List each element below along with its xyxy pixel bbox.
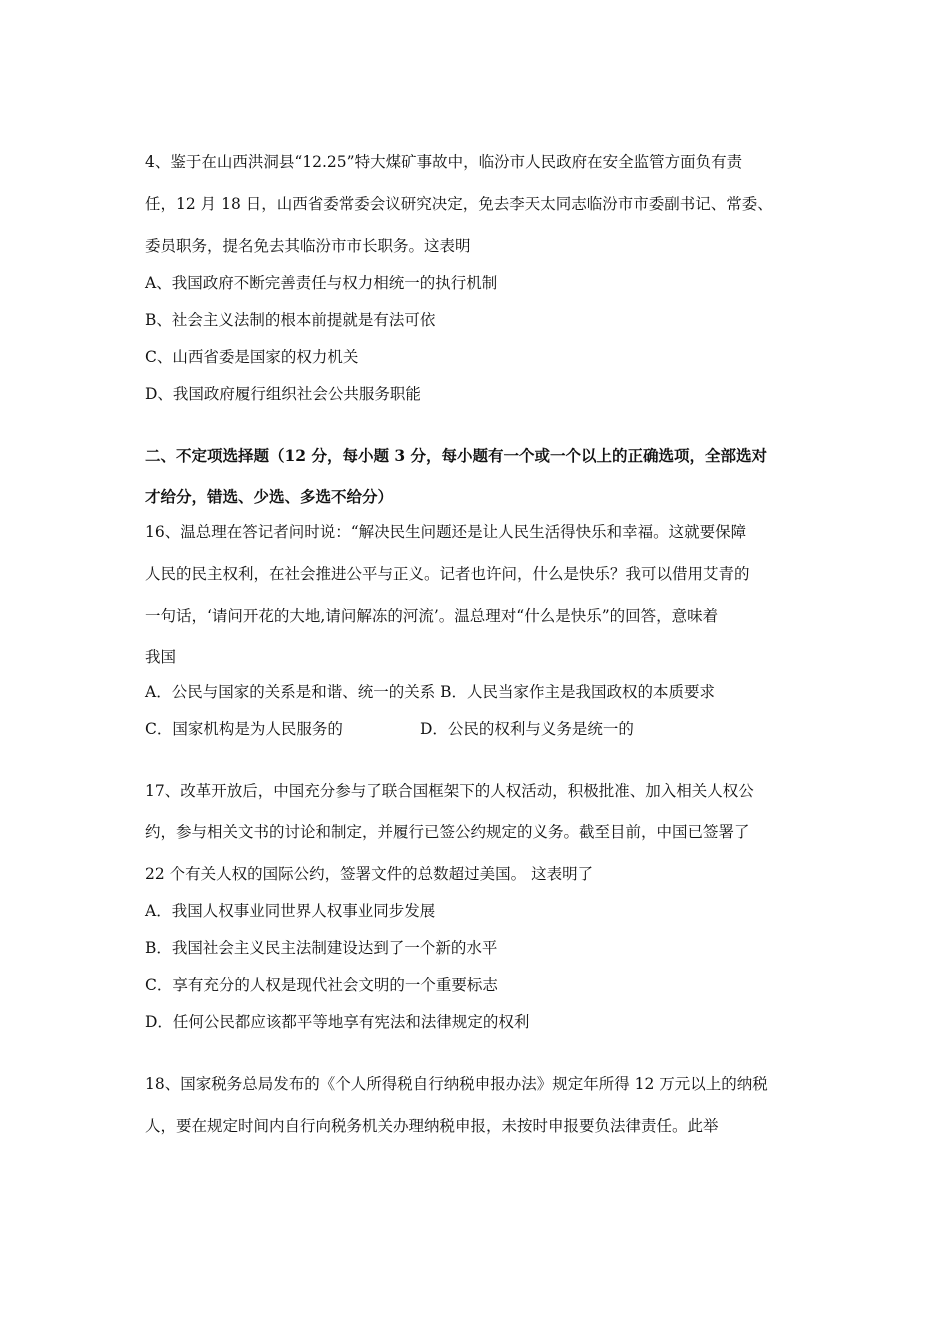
q17-option-b: B．我国社会主义民主法制建设达到了一个新的水平 (145, 939, 498, 957)
q17-option-a: A．我国人权事业同世界人权事业同步发展 (145, 902, 436, 920)
q18-stem-line-1: 18、国家税务总局发布的《个人所得税自行纳税申报办法》规定年所得 12 万元以上的纳税 (145, 1075, 768, 1093)
section-2-line-2: 才给分，错选、少选、多选不给分） (145, 487, 394, 506)
q4-option-b: B、社会主义法制的根本前提就是有法可依 (145, 311, 436, 329)
section-2-line-1: 二、不定项选择题（12 分，每小题 3 分，每小题有一个或一个以上的正确选项，全部选对 (145, 446, 768, 465)
q18-stem-line-2: 人，要在规定时间内自行向税务机关办理纳税申报，未按时申报要负法律责任。此举 (145, 1117, 719, 1135)
q4-option-d: D、我国政府履行组织社会公共服务职能 (145, 385, 421, 403)
q4-option-c: C、山西省委是国家的权力机关 (145, 348, 359, 366)
q16-stem-line-3: 一句话，‘请问开花的大地,请问解冻的河流’。温总理对“什么是快乐”的回答，意味着 (145, 607, 719, 625)
q4-stem-line-3: 委员职务，提名免去其临汾市市长职务。这表明 (145, 237, 471, 255)
q4-stem-line-1: 4、鉴于在山西洪洞县“12.25”特大煤矿事故中，临汾市人民政府在安全监管方面负有责 (145, 153, 743, 171)
q16-option-c: C．国家机构是为人民服务的 (145, 720, 343, 738)
q16-option-d: D．公民的权利与义务是统一的 (420, 720, 634, 738)
q17-stem-line-3: 22 个有关人权的国际公约，签署文件的总数超过美国。 这表明了 (145, 865, 594, 883)
q17-stem-line-1: 17、改革开放后，中国充分参与了联合国框架下的人权活动，积极批准、加入相关人权公 (145, 782, 754, 800)
q16-stem-line-2: 人民的民主权利，在社会推进公平与正义。记者也许问，什么是快乐？我可以借用艾青的 (145, 565, 750, 583)
q16-stem-line-1: 16、温总理在答记者问时说：“解决民生问题还是让人民生活得快乐和幸福。这就要保障 (145, 523, 747, 541)
q17-stem-line-2: 约，参与相关文书的讨论和制定，并履行已签公约规定的义务。截至目前，中国已签署了 (145, 823, 750, 841)
q16-stem-line-4: 我国 (145, 648, 177, 666)
q17-option-d: D．任何公民都应该都平等地享有宪法和法律规定的权利 (145, 1013, 530, 1031)
q4-option-a: A、我国政府不断完善责任与权力相统一的执行机制 (145, 274, 498, 292)
q16-option-row-cd (145, 719, 745, 739)
q4-stem-line-2: 任，12 月 18 日，山西省委常委会议研究决定，免去李天太同志临汾市市委副书记、常委、 (145, 195, 773, 213)
q17-option-c: C．享有充分的人权是现代社会文明的一个重要标志 (145, 976, 498, 994)
q16-option-ab: A．公民与国家的关系是和谐、统一的关系 B．人民当家作主是我国政权的本质要求 (145, 683, 716, 701)
